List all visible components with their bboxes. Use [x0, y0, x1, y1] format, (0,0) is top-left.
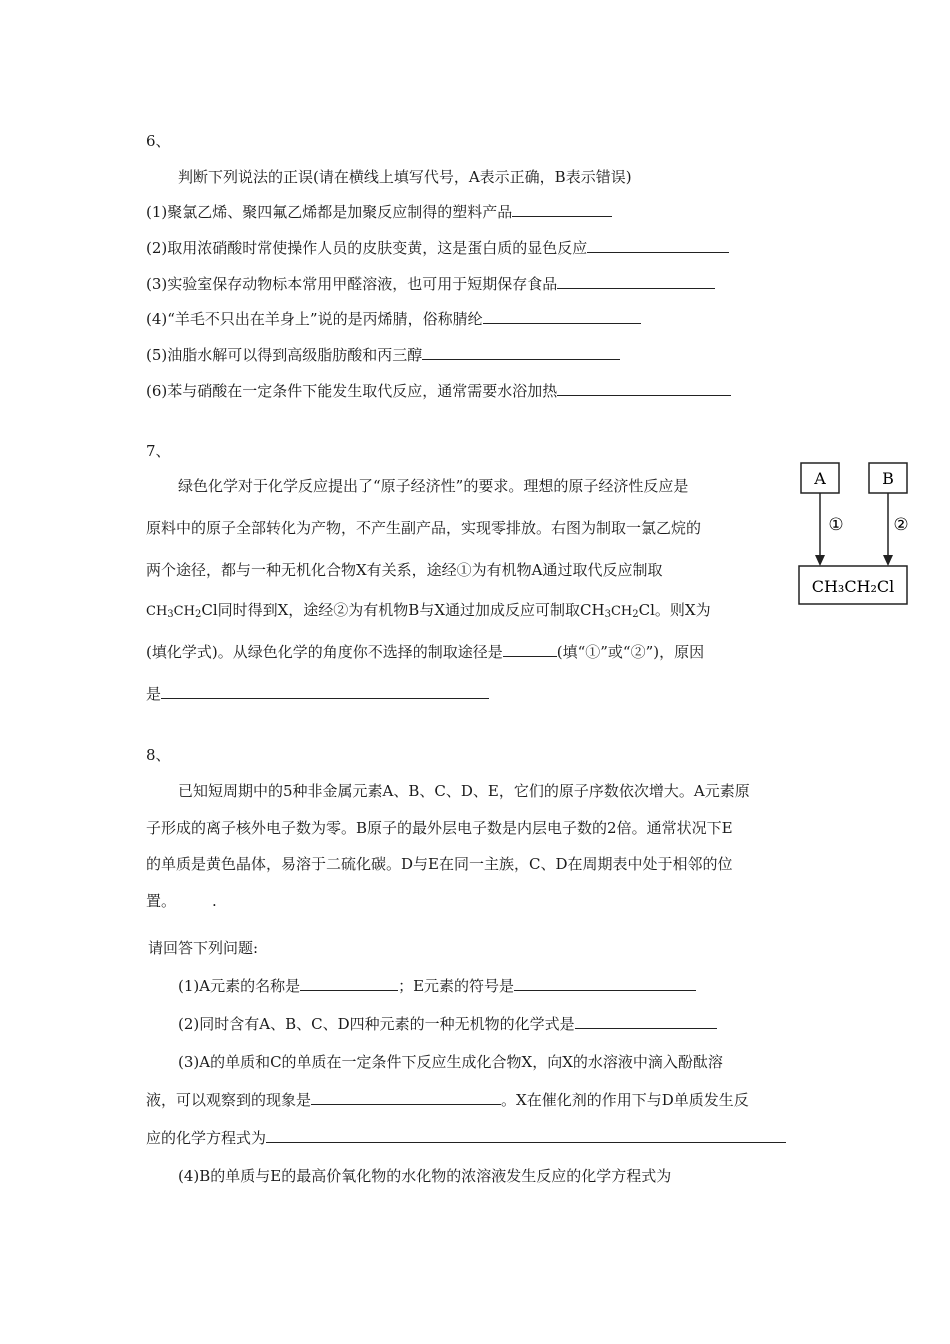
question-7-number: 7、 [146, 442, 171, 460]
q8-element-e-symbol-blank[interactable] [514, 975, 696, 991]
formula-subscript: 3 [167, 609, 174, 620]
q6-item-4-text: (4)“羊毛不只出在羊身上”说的是丙烯腈，俗称腈纶 [146, 310, 483, 328]
q8-line-2: 子形成的离子核外电子数为零。B原子的最外层电子数是内层电子数的2倍。通常状况下E [146, 819, 733, 837]
q7-line-1: 绿色化学对于化学反应提出了“原子经济性”的要求。理想的原子经济性反应是 [178, 477, 689, 495]
ethyl-chloride-route-diagram [795, 455, 915, 620]
q6-item-4 [146, 308, 641, 329]
q8-prompt: 请回答下列问题: [148, 939, 259, 957]
q8-element-a-name-blank[interactable] [300, 975, 398, 991]
q8-line-3: 的单质是黄色晶体，易溶于二硫化碳。D与E在同一主族，C、D在周期表中处于相邻的位 [146, 855, 733, 873]
q6-item-3 [146, 273, 715, 294]
q6-answer-blank-4[interactable] [483, 308, 641, 324]
q6-answer-blank-1[interactable] [512, 201, 612, 217]
route-1-label: ① [828, 515, 844, 535]
q7-line-3: 两个途径，都与一种无机化合物X有关系，途经①为有机物A通过取代反应制取 [146, 561, 663, 579]
q6-answer-blank-6[interactable] [557, 380, 731, 396]
q6-item-5-text: (5)油脂水解可以得到高级脂肪酸和丙三醇 [146, 346, 423, 364]
q8-line-1: 已知短周期中的5种非金属元素A、B、C、D、E，它们的原子序数依次增大。A元素原 [178, 782, 750, 800]
q7-line-5-text-b: (填“①”或“②”)，原因 [556, 643, 705, 661]
formula-subscript: 2 [632, 609, 639, 620]
q7-line-4-end: Cl。则X为 [638, 601, 711, 619]
q7-line-5-text-a: (填化学式)。从绿色化学的角度你不选择的制取途径是 [146, 643, 503, 661]
q8-sub-3-text-c: 应的化学方程式为 [146, 1129, 267, 1147]
q8-equation-blank[interactable] [266, 1127, 786, 1143]
q7-line-6-text: 是 [146, 685, 162, 703]
q6-item-6-text: (6)苯与硝酸在一定条件下能发生取代反应，通常需要水浴加热 [146, 382, 558, 400]
question-8-number: 8、 [146, 746, 171, 764]
q6-item-6 [146, 380, 731, 401]
formula-part: CH [146, 604, 168, 619]
box-b-label: B [882, 469, 894, 488]
q8-formula-blank[interactable] [575, 1013, 717, 1029]
formula-part: CH [173, 604, 195, 619]
q6-answer-blank-2[interactable] [587, 237, 729, 253]
q6-answer-blank-3[interactable] [557, 273, 715, 289]
box-a-label: A [814, 469, 826, 488]
question-6-number: 6、 [146, 132, 171, 150]
route-2-label: ② [893, 515, 909, 535]
q8-sub-2-text: (2)同时含有A、B、C、D四种元素的一种无机物的化学式是 [178, 1015, 575, 1033]
q8-phenomenon-blank[interactable] [311, 1089, 501, 1105]
q6-item-1-text: (1)聚氯乙烯、聚四氟乙烯都是加聚反应制得的塑料产品 [146, 203, 513, 221]
q8-sub-3-line-3 [146, 1127, 786, 1148]
q8-sub-2 [178, 1013, 717, 1034]
question-6-intro: 判断下列说法的正误(请在横线上填写代号，A表示正确，B表示错误) [178, 168, 632, 186]
q6-item-5 [146, 344, 620, 365]
formula-subscript: 2 [194, 609, 202, 620]
q8-sub-1-text-a: (1)A元素的名称是 [178, 977, 301, 995]
product-label: CH₃CH₂Cl [811, 577, 895, 596]
q8-sub-4: (4)B的单质与E的最高价氧化物的水化物的浓溶液发生反应的化学方程式为 [178, 1167, 672, 1185]
q6-item-2 [146, 237, 729, 258]
route-2-arrowhead [883, 555, 893, 566]
q8-sub-3-text-a: 液，可以观察到的现象是 [146, 1091, 312, 1109]
q7-line-4-text: Cl同时得到X，途经②为有机物B与X通过加成反应可制取CH [201, 601, 605, 619]
q7-line-4 [146, 599, 711, 620]
formula-part: CH [610, 604, 633, 619]
q8-line-4 [146, 890, 217, 911]
q8-line-4-dot: . [212, 892, 217, 910]
q8-sub-1 [178, 975, 696, 996]
q7-line-2: 原料中的原子全部转化为产物，不产生副产品，实现零排放。右图为制取一氯乙烷的 [146, 519, 702, 537]
q7-route-blank[interactable] [503, 641, 557, 657]
q6-item-2-text: (2)取用浓硝酸时常使操作人员的皮肤变黄，这是蛋白质的显色反应 [146, 239, 588, 257]
q6-item-1 [146, 201, 612, 222]
q8-line-4-text: 置。 [146, 892, 177, 910]
q7-line-5 [146, 641, 704, 662]
q8-sub-3-line-2 [146, 1089, 749, 1110]
route-1-arrowhead [815, 555, 825, 566]
q7-reason-blank[interactable] [161, 683, 489, 699]
q6-item-3-text: (3)实验室保存动物标本常用甲醛溶液，也可用于短期保存食品 [146, 275, 558, 293]
q8-sub-3-text-b: 。X在催化剂的作用下与D单质发生反 [501, 1091, 749, 1109]
q8-sub-1-text-b: ；E元素的符号是 [398, 977, 515, 995]
q6-answer-blank-5[interactable] [422, 344, 620, 360]
formula-subscript: 3 [604, 609, 611, 620]
q7-line-6 [146, 683, 489, 704]
q8-sub-3-line-1: (3)A的单质和C的单质在一定条件下反应生成化合物X，向X的水溶液中滴入酚酞溶 [178, 1053, 723, 1071]
